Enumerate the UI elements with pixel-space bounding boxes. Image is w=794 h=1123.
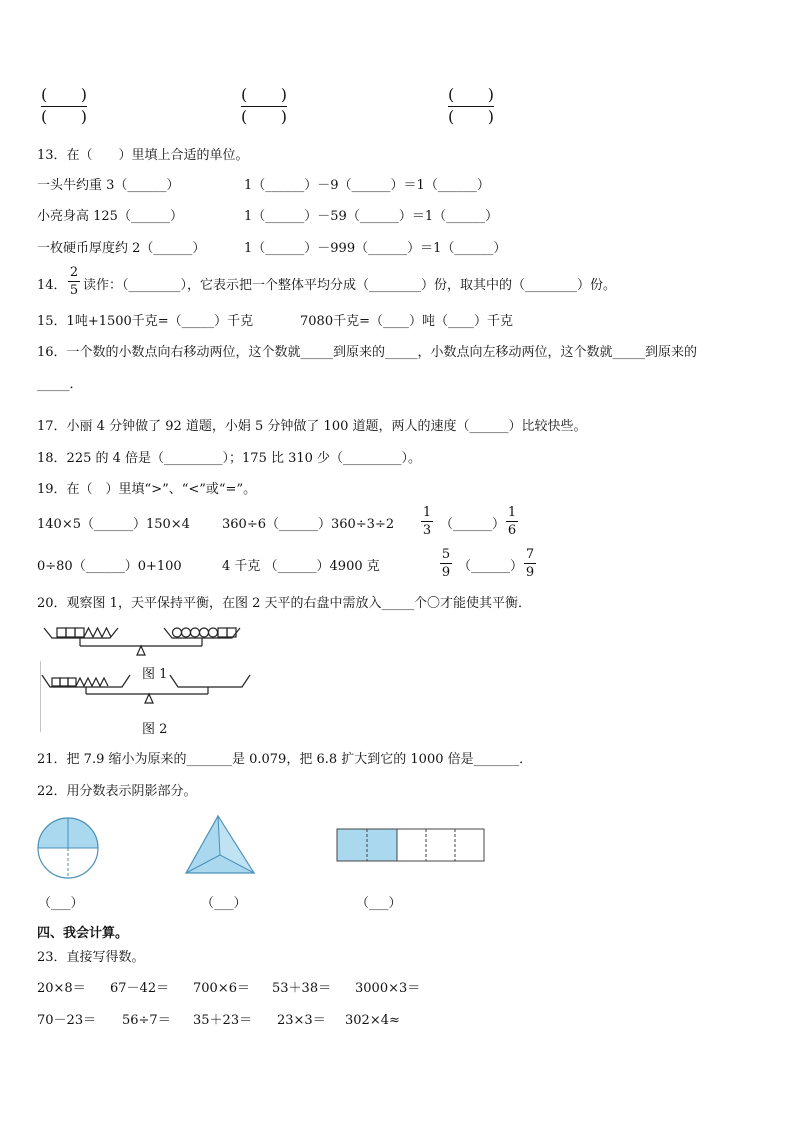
numerator: 5 [441,547,451,562]
q22-shaded-triangle [184,814,256,876]
q18-text[interactable]: 18．225 的 4 倍是（_________）；175 比 310 少（_________）。 [37,451,422,466]
section-4-heading: 四、我会计算。 [37,926,129,941]
q19-compare-6-blank[interactable]: （______） [458,559,524,574]
q17-text[interactable]: 17．小丽 4 分钟做了 92 道题，小娟 5 分钟做了 100 道题，两人的速度（______）比较快些。 [37,419,587,434]
paren-open: ( [241,85,248,104]
q15-part-a[interactable]: 15．1吨+1500千克=（_____）千克 [37,314,254,329]
q19-title: 19．在（ ）里填“>”、“<”或“=”。 [37,482,257,497]
q14-number: 14． [37,278,67,293]
q23-item[interactable]: 20×8＝ [37,981,86,996]
paren-close: ) [487,85,494,104]
q23-item[interactable]: 302×4≈ [345,1013,400,1028]
q14-fraction-numerator: 2 [69,265,79,280]
blank-fraction-2[interactable] [241,85,287,128]
paren-close: ) [487,107,494,126]
q21-text[interactable]: 21．把 7.9 缩小为原来的_______是 0.079，把 6.8 扩大到它的 1000 倍是_______． [37,752,533,767]
numerator: 7 [525,547,535,562]
q13-row1-right[interactable]: 1（______）－9（______）＝1（______） [244,178,490,193]
paren-open: ( [448,107,455,126]
q19-compare-4[interactable]: 0÷80（______）0+100 [37,559,182,574]
q20-text[interactable]: 20．观察图 1，天平保持平衡，在图 2 天平的右盘中需放入_____个〇才能使其平衡． [37,596,531,611]
q23-item[interactable]: 67－42＝ [110,981,170,996]
q22-shaded-rectangle [336,828,486,863]
paren-open: ( [448,85,455,104]
denominator: 9 [441,565,451,580]
q23-item[interactable]: 53＋38＝ [272,981,332,996]
q20-figure2-caption: 图 2 [142,722,168,737]
q14-fraction [68,266,80,297]
q13-row2-right[interactable]: 1（______）－59（______）＝1（______） [244,209,499,224]
q13-title: 13．在（ ）里填上合适的单位。 [37,148,249,163]
q23-item[interactable]: 35＋23＝ [193,1013,253,1028]
q22-answer-1[interactable]: （___） [38,896,84,911]
q22-shaded-circle [36,816,100,880]
paren-close: ) [80,85,87,104]
q22-answer-2[interactable]: （___） [201,896,247,911]
q13-row2-left[interactable]: 小亮身高 125（______） [37,209,183,224]
q16-line1[interactable]: 16．一个数的小数点向右移动两位，这个数就_____到原来的_____，小数点向左移动两位，这个数就_____到原来的 [37,345,698,360]
q22-answer-3[interactable]: （___） [356,896,402,911]
q13-row3-right[interactable]: 1（______）－999（______）＝1（______） [244,241,507,256]
q13-row1-left[interactable]: 一头牛约重 3（______） [37,178,180,193]
q14-text[interactable]: 读作：（________），它表示把一个整体平均分成（________）份，取其中的（________）份。 [83,278,617,293]
blank-fraction-3[interactable] [448,85,494,128]
q23-item[interactable]: 56÷7＝ [122,1013,171,1028]
paren-close: ) [280,85,287,104]
q23-item[interactable]: 700×6＝ [193,981,250,996]
q19-fraction-5-9 [440,548,452,579]
q19-compare-5[interactable]: 4 千克 （______）4900 克 [222,559,380,574]
q23-title: 23．直接写得数。 [37,950,145,965]
q19-fraction-1-3 [421,506,433,537]
denominator: 3 [422,523,432,538]
q22-title: 22．用分数表示阴影部分。 [37,784,197,799]
paren-open: ( [241,107,248,126]
numerator: 1 [422,505,432,520]
q23-item[interactable]: 23×3＝ [277,1013,326,1028]
q15-part-b[interactable]: 7080千克=（____）吨（____）千克 [300,314,513,329]
q19-compare-2[interactable]: 360÷6（______）360÷3÷2 [222,517,395,532]
denominator: 9 [525,565,535,580]
q14-fraction-denominator: 5 [69,283,79,298]
q13-row3-left[interactable]: 一枚硬币厚度约 2（______） [37,241,206,256]
q23-item[interactable]: 70－23＝ [37,1013,97,1028]
paren-open: ( [41,85,48,104]
q20-figure1-caption: 图 1 [142,667,168,682]
blank-fraction-1[interactable] [41,85,87,128]
paren-close: ) [280,107,287,126]
denominator: 6 [507,523,517,538]
q23-item[interactable]: 3000×3＝ [355,981,421,996]
q19-fraction-1-6 [506,506,518,537]
paren-close: ) [80,107,87,126]
balance-1 [44,628,240,655]
paren-open: ( [41,107,48,126]
q19-compare-1[interactable]: 140×5（______）150×4 [37,517,190,532]
q19-fraction-7-9 [524,548,536,579]
numerator: 1 [507,505,517,520]
q16-line2[interactable]: _____． [37,377,83,392]
q19-compare-3-blank[interactable]: （______） [440,517,506,532]
